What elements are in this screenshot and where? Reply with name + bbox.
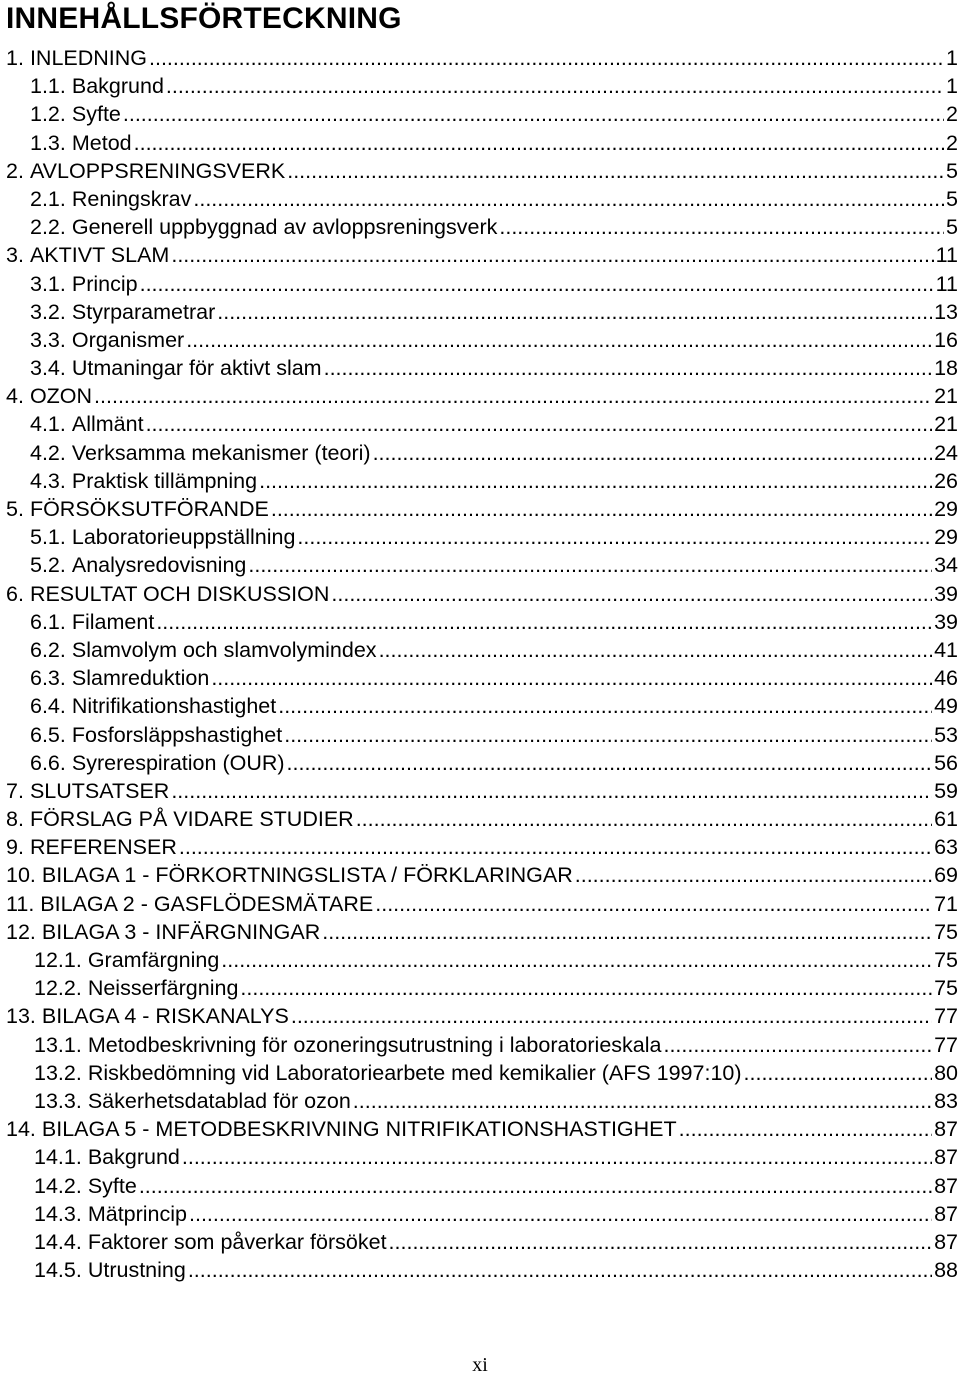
toc-entry-page: 34 bbox=[934, 553, 958, 578]
toc-entry-page: 18 bbox=[934, 356, 958, 381]
toc-entry-title: Slamreduktion bbox=[71, 666, 210, 691]
toc-entry[interactable] bbox=[6, 467, 958, 495]
toc-entry-page: 61 bbox=[934, 807, 958, 832]
toc-entry[interactable] bbox=[6, 974, 958, 1002]
toc-entry-number: 14.3. bbox=[34, 1201, 82, 1226]
dot-leader bbox=[287, 749, 933, 777]
toc-entry-title: SLUTSATSER bbox=[29, 778, 170, 803]
toc-entry-number: 1.2. bbox=[30, 102, 66, 127]
toc-entry-number: 6.6. bbox=[30, 750, 66, 775]
toc-entry-page: 75 bbox=[934, 948, 958, 972]
dot-leader bbox=[221, 946, 932, 974]
toc-entry-title: INLEDNING bbox=[29, 46, 148, 70]
toc-entry-title: Syfte bbox=[87, 1173, 137, 1198]
toc-entry-title: Generell uppbyggnad av avloppsreningsverk bbox=[71, 215, 498, 240]
toc-entry[interactable] bbox=[6, 72, 958, 100]
toc-entry[interactable] bbox=[6, 326, 958, 354]
toc-entry-title: REFERENSER bbox=[29, 835, 177, 860]
toc-entry-title: Utrustning bbox=[87, 1258, 186, 1283]
dot-leader bbox=[171, 777, 932, 805]
toc-entry-page: 24 bbox=[934, 440, 958, 465]
toc-entry[interactable] bbox=[6, 918, 958, 946]
toc-entry[interactable] bbox=[6, 1087, 958, 1115]
toc-entry[interactable] bbox=[6, 523, 958, 551]
toc-entry-page: 5 bbox=[946, 186, 958, 211]
toc-entry-title: Gramfärgning bbox=[87, 948, 220, 972]
toc-entry-number: 7. bbox=[6, 778, 24, 803]
toc-entry-title: BILAGA 2 - GASFLÖDESMÄTARE bbox=[40, 891, 374, 916]
toc-entry-page: 39 bbox=[934, 609, 958, 634]
toc-entry-title: Allmänt bbox=[71, 412, 144, 437]
toc-entry-page: 83 bbox=[934, 1088, 958, 1113]
toc-entry-number: 6.4. bbox=[30, 694, 66, 719]
toc-entry[interactable] bbox=[6, 1200, 958, 1228]
toc-entry-page: 5 bbox=[946, 158, 958, 183]
toc-entry-title: BILAGA 4 - RISKANALYS bbox=[41, 1004, 289, 1029]
toc-entry-title: Säkerhetsdatablad för ozon bbox=[87, 1088, 351, 1113]
dot-leader bbox=[259, 467, 932, 495]
dot-leader bbox=[139, 1172, 932, 1200]
toc-entry[interactable] bbox=[6, 1059, 958, 1087]
toc-entry[interactable] bbox=[6, 1256, 958, 1284]
toc-heading: INNEHÅLLSFÖRTECKNING bbox=[6, 2, 402, 35]
toc-entry-title: Syrerespiration (OUR) bbox=[71, 750, 285, 775]
toc-entry-number: 3.2. bbox=[30, 299, 66, 324]
toc-entry[interactable] bbox=[6, 1031, 958, 1059]
dot-leader bbox=[134, 129, 944, 157]
toc-entry[interactable] bbox=[6, 777, 958, 805]
toc-entry[interactable] bbox=[6, 1172, 958, 1200]
toc-entry[interactable] bbox=[6, 608, 958, 636]
toc-entry-number: 6.3. bbox=[30, 666, 66, 691]
toc-entry-title: BILAGA 1 - FÖRKORTNINGSLISTA / FÖRKLARINGAR bbox=[41, 863, 573, 888]
dot-leader bbox=[287, 157, 944, 185]
dot-leader bbox=[248, 551, 932, 579]
toc-entry[interactable] bbox=[6, 805, 958, 833]
toc-entry[interactable] bbox=[6, 692, 958, 720]
toc-entry-page: 59 bbox=[934, 778, 958, 803]
toc-entry-page: 13 bbox=[934, 299, 958, 324]
toc-entry[interactable] bbox=[6, 354, 958, 382]
toc-entry-title: FÖRSLAG PÅ VIDARE STUDIER bbox=[29, 807, 354, 832]
toc-entry-title: RESULTAT OCH DISKUSSION bbox=[29, 581, 330, 606]
toc-entry-page: 87 bbox=[934, 1173, 958, 1198]
toc-entry-number: 9. bbox=[6, 835, 24, 860]
toc-entry[interactable] bbox=[6, 636, 958, 664]
toc-entry[interactable] bbox=[6, 241, 958, 269]
toc-entry-number: 5.2. bbox=[30, 553, 66, 578]
toc-entry-title: Nitrifikationshastighet bbox=[71, 694, 277, 719]
toc-entry[interactable] bbox=[6, 861, 958, 889]
toc-entry-title: Slamvolym och slamvolymindex bbox=[71, 637, 377, 662]
toc-entry[interactable] bbox=[6, 833, 958, 861]
toc-entry-number: 12.1. bbox=[34, 948, 82, 972]
toc-entry-number: 5.1. bbox=[30, 525, 66, 550]
toc-entry-page: 77 bbox=[934, 1004, 958, 1029]
dot-leader bbox=[322, 918, 932, 946]
toc-entry-page: 87 bbox=[934, 1117, 958, 1142]
toc-entry-number: 2.2. bbox=[30, 215, 66, 240]
toc-entry-page: 29 bbox=[934, 525, 958, 550]
toc-entry-number: 4.2. bbox=[30, 440, 66, 465]
toc-entry-title: Princip bbox=[71, 271, 138, 296]
toc-entry-number: 4. bbox=[6, 384, 24, 409]
toc-entry-page: 49 bbox=[934, 694, 958, 719]
toc-entry-number: 14.5. bbox=[34, 1258, 82, 1283]
toc-entry[interactable] bbox=[6, 213, 958, 241]
toc-entry-page: 5 bbox=[946, 215, 958, 240]
toc-entry-number: 14.4. bbox=[34, 1229, 82, 1254]
toc-entry-page: 56 bbox=[934, 750, 958, 775]
dot-leader bbox=[166, 72, 944, 100]
dot-leader bbox=[211, 664, 932, 692]
toc-entry-page: 2 bbox=[946, 130, 958, 155]
dot-leader bbox=[499, 213, 944, 241]
toc-entry-title: Filament bbox=[71, 609, 155, 634]
toc-entry-title: Mätprincip bbox=[87, 1201, 188, 1226]
toc-entry-title: Analysredovisning bbox=[71, 553, 247, 578]
dot-leader bbox=[217, 298, 932, 326]
toc-entry-page: 21 bbox=[934, 384, 958, 409]
toc-entry-title: Utmaningar för aktivt slam bbox=[71, 356, 322, 381]
toc-entry-page: 16 bbox=[934, 327, 958, 352]
toc-entry[interactable] bbox=[6, 749, 958, 777]
toc-entry-title: BILAGA 3 - INFÄRGNINGAR bbox=[41, 919, 321, 944]
dot-leader bbox=[375, 890, 932, 918]
toc-entry[interactable] bbox=[6, 100, 958, 128]
toc-entry-number: 3.1. bbox=[30, 271, 66, 296]
toc-entry-title: Praktisk tillämpning bbox=[71, 468, 258, 493]
toc-entry-number: 4.1. bbox=[30, 412, 66, 437]
toc-entry-title: Faktorer som påverkar försöket bbox=[87, 1229, 387, 1254]
toc-entry-title: FÖRSÖKSUTFÖRANDE bbox=[29, 497, 269, 521]
dot-leader bbox=[373, 439, 933, 467]
toc-entry-number: 11. bbox=[6, 891, 35, 916]
toc-entry-page: 53 bbox=[934, 722, 958, 747]
toc-entry-title: Reningskrav bbox=[71, 186, 192, 211]
toc-entry-page: 87 bbox=[934, 1201, 958, 1226]
dot-leader bbox=[186, 326, 932, 354]
toc-entry[interactable] bbox=[6, 551, 958, 579]
dot-leader bbox=[331, 580, 932, 608]
toc-entry-number: 12.2. bbox=[34, 976, 82, 1001]
toc-entry-page: 46 bbox=[934, 666, 958, 691]
toc-entry[interactable] bbox=[6, 270, 958, 298]
toc-entry-page: 69 bbox=[934, 863, 958, 888]
toc-entry[interactable] bbox=[6, 157, 958, 185]
toc-entry-title: BILAGA 5 - METODBESKRIVNING NITRIFIKATIONSHASTIGHET bbox=[41, 1117, 677, 1142]
toc-entry-number: 3.3. bbox=[30, 327, 66, 352]
toc-entry-page: 1 bbox=[946, 74, 958, 99]
dot-leader bbox=[679, 1115, 932, 1143]
toc-entry-title: Bakgrund bbox=[71, 74, 164, 99]
dot-leader bbox=[240, 974, 932, 1002]
dot-leader bbox=[156, 608, 932, 636]
toc-entry-page: 11 bbox=[935, 271, 958, 296]
toc-entry-page: 87 bbox=[934, 1145, 958, 1170]
dot-leader bbox=[171, 241, 933, 269]
toc-entry-title: Styrparametrar bbox=[71, 299, 216, 324]
toc-entry-number: 13. bbox=[6, 1004, 36, 1029]
toc-entry[interactable] bbox=[6, 44, 958, 72]
toc-entry-page: 63 bbox=[934, 835, 958, 860]
toc-entry-number: 6.5. bbox=[30, 722, 66, 747]
dot-leader bbox=[291, 1002, 932, 1030]
toc-entry-number: 8. bbox=[6, 807, 24, 832]
dot-leader bbox=[284, 721, 932, 749]
toc-entry[interactable] bbox=[6, 129, 958, 157]
dot-leader bbox=[744, 1059, 933, 1087]
toc-entry-page: 75 bbox=[934, 976, 958, 1001]
dot-leader bbox=[278, 692, 932, 720]
toc-entry[interactable] bbox=[6, 410, 958, 438]
toc-entry-number: 2.1. bbox=[30, 186, 66, 211]
toc-entry-page: 75 bbox=[934, 919, 958, 944]
toc-entry[interactable] bbox=[6, 580, 958, 608]
toc-entry-title: Verksamma mekanismer (teori) bbox=[71, 440, 371, 465]
toc-entry-page: 71 bbox=[934, 891, 958, 916]
toc-entry-number: 13.3. bbox=[34, 1088, 82, 1113]
toc-entry[interactable] bbox=[6, 946, 958, 974]
toc-entry[interactable] bbox=[6, 664, 958, 692]
table-of-contents bbox=[6, 44, 958, 1284]
dot-leader bbox=[188, 1256, 932, 1284]
toc-entry-number: 2. bbox=[6, 158, 24, 183]
dot-leader bbox=[123, 100, 944, 128]
toc-entry[interactable] bbox=[6, 1115, 958, 1143]
toc-entry-number: 14.1. bbox=[34, 1145, 82, 1170]
toc-entry[interactable] bbox=[6, 721, 958, 749]
toc-entry-page: 21 bbox=[934, 412, 958, 437]
toc-entry-number: 1.1. bbox=[30, 74, 66, 99]
dot-leader bbox=[94, 382, 932, 410]
toc-entry-title: Riskbedömning vid Laboratoriearbete med kemikalier (AFS 1997:10) bbox=[87, 1060, 742, 1085]
toc-entry[interactable] bbox=[6, 298, 958, 326]
dot-leader bbox=[356, 805, 932, 833]
toc-entry-title: Neisserfärgning bbox=[87, 976, 239, 1001]
dot-leader bbox=[189, 1200, 932, 1228]
page-number: xi bbox=[472, 1354, 488, 1376]
toc-entry[interactable] bbox=[6, 185, 958, 213]
toc-entry-page: 29 bbox=[934, 497, 958, 521]
toc-entry[interactable] bbox=[6, 1143, 958, 1171]
toc-entry-title: AVLOPPSRENINGSVERK bbox=[29, 158, 286, 183]
dot-leader bbox=[140, 270, 934, 298]
toc-entry[interactable] bbox=[6, 890, 958, 918]
toc-entry-number: 5. bbox=[6, 497, 24, 521]
toc-entry-page: 11 bbox=[935, 243, 958, 268]
toc-entry-title: Metod bbox=[71, 130, 132, 155]
dot-leader bbox=[271, 495, 932, 523]
toc-entry-number: 14. bbox=[6, 1117, 36, 1142]
toc-entry-page: 80 bbox=[934, 1060, 958, 1085]
toc-entry-page: 41 bbox=[934, 637, 958, 662]
toc-entry-number: 10. bbox=[6, 863, 36, 888]
toc-entry-number: 13.1. bbox=[34, 1032, 82, 1057]
toc-entry-title: AKTIVT SLAM bbox=[29, 243, 170, 268]
toc-entry-title: Laboratorieuppställning bbox=[71, 525, 296, 550]
toc-entry-page: 2 bbox=[946, 102, 958, 127]
toc-entry-number: 14.2. bbox=[34, 1173, 82, 1198]
toc-entry[interactable] bbox=[6, 495, 958, 523]
toc-entry-number: 6.1. bbox=[30, 609, 66, 634]
toc-entry-title: OZON bbox=[29, 384, 93, 409]
dot-leader bbox=[389, 1228, 933, 1256]
dot-leader bbox=[353, 1087, 932, 1115]
toc-entry-number: 3. bbox=[6, 243, 24, 268]
toc-entry[interactable] bbox=[6, 1228, 958, 1256]
toc-entry-page: 1 bbox=[946, 46, 958, 70]
toc-entry-number: 6. bbox=[6, 581, 24, 606]
dot-leader bbox=[297, 523, 932, 551]
dot-leader bbox=[182, 1143, 932, 1171]
dot-leader bbox=[575, 861, 932, 889]
toc-entry-number: 1. bbox=[6, 46, 24, 70]
toc-entry-number: 4.3. bbox=[30, 468, 66, 493]
dot-leader bbox=[193, 185, 944, 213]
toc-entry-title: Syfte bbox=[71, 102, 121, 127]
toc-entry-page: 77 bbox=[934, 1032, 958, 1057]
dot-leader bbox=[179, 833, 932, 861]
toc-entry[interactable] bbox=[6, 382, 958, 410]
toc-entry-title: Metodbeskrivning för ozoneringsutrustning i laboratorieskala bbox=[87, 1032, 662, 1057]
toc-entry-title: Bakgrund bbox=[87, 1145, 180, 1170]
toc-entry-number: 3.4. bbox=[30, 356, 66, 381]
toc-entry-number: 13.2. bbox=[34, 1060, 82, 1085]
toc-entry[interactable] bbox=[6, 1002, 958, 1030]
toc-entry-title: Organismer bbox=[71, 327, 185, 352]
toc-entry-page: 39 bbox=[934, 581, 958, 606]
toc-entry-page: 87 bbox=[934, 1229, 958, 1254]
dot-leader bbox=[663, 1031, 932, 1059]
dot-leader bbox=[379, 636, 933, 664]
toc-entry[interactable] bbox=[6, 439, 958, 467]
dot-leader bbox=[324, 354, 932, 382]
dot-leader bbox=[149, 44, 944, 72]
toc-entry-number: 1.3. bbox=[30, 130, 66, 155]
toc-entry-title: Fosforsläppshastighet bbox=[71, 722, 283, 747]
toc-entry-page: 26 bbox=[934, 468, 958, 493]
toc-entry-number: 6.2. bbox=[30, 637, 66, 662]
dot-leader bbox=[146, 410, 933, 438]
toc-entry-number: 12. bbox=[6, 919, 36, 944]
toc-entry-page: 88 bbox=[934, 1258, 958, 1283]
